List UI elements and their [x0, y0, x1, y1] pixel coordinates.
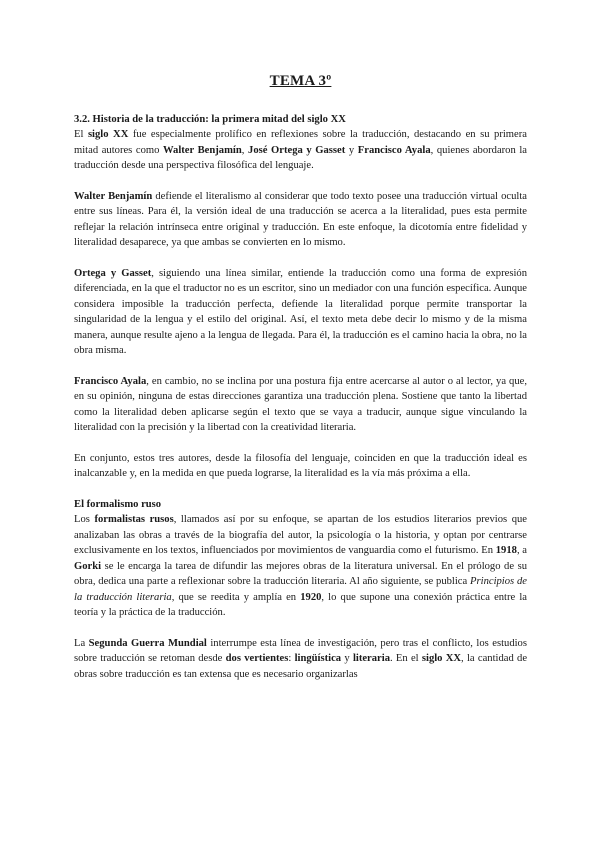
section-heading-historia: 3.2. Historia de la traducción: la primera mitad del siglo XX: [74, 114, 346, 125]
paragraph-segunda-guerra: La Segunda Guerra Mundial interrumpe esta línea de investigación, pero tras el conflicto, los estudios sobre traducción se retoman desde dos vertientes: lingüística y literaria. En el siglo XX, la cantidad de obras sobre traducción es tan extensa que es necesario organizarlas: [74, 637, 528, 680]
paragraph-intro: El siglo XX fue especialmente prolífico en reflexiones sobre la traducción, destacando en su primera mitad autores como Walter Benjamín, José Ortega y Gasset y Francisco Ayala, quienes abordaron la traducción desde una perspectiva filosófica del lenguaje.: [74, 129, 528, 172]
paragraph-ortega: Ortega y Gasset, siguiendo una línea similar, entiende la traducción como una forma de expresión diferenciada, en la que el traductor no es un escritor, sino un mediador con una función específica. Aunque considera imposible la traducción perfecta, defiende la literalidad porque permite transportar la singularidad de la lengua y el estilo del original. Así, el texto meta debe decir lo mismo y de la misma manera, aunque resulte ajeno a la lengua de llegada. Para él, la traducción es el camino hacia la obra, no la obra misma.: [74, 268, 527, 357]
page-title: TEMA 3º: [269, 73, 332, 89]
paragraph-conjunto: En conjunto, estos tres autores, desde la filosofía del lenguaje, coinciden en que la traducción ideal es inalcanzable y, en la medida en que pueda lograrse, la literalidad es la vía más próxima a ella.: [74, 452, 527, 480]
paragraph-benjamin: Walter Benjamín defiende el literalismo al considerar que todo texto posee una traducción virtual oculta entre sus líneas. Para él, la versión ideal de una traducción se acerca a la literalidad, pues esta permite reflejar la relación intrínseca entre original y traducción. En este enfoque, la dicotomía entre fidelidad y literalidad desaparece, ya que ambas se convierten en lo mismo.: [74, 191, 527, 249]
paragraph-ayala: Francisco Ayala, en cambio, no se inclina por una postura fija entre acercarse al autor o al lector, ya que, en su opinión, ninguna de estas direcciones garantiza una traducción plena. Sostiene que tanto la libertad como la literalidad deben aplicarse según el texto que se vaya a traducir, aunque sigue vinculando la literalidad con la precisión y la libertad con la creatividad literaria.: [74, 375, 527, 434]
paragraph-formalistas: Los formalistas rusos, llamados así por su enfoque, se apartan de los estudios literarios previos que analizaban las obras a través de la biografía del autor, la psicología o la historia, y optan por centrarse exclusivamente en los textos, influenciados por movimientos de vanguardia como el futurismo. En 1918, a Gorki se le encarga la tarea de difundir las mejores obras de la literatura universal. En el prólogo de su obra, dedica una parte a reflexionar sobre la traducción literaria. Al año siguiente, se publica Principios de la traducción literaria, que se reedita y amplía en 1920, lo que supone una conexión práctica entre la teoría y la práctica de la traducción.: [74, 514, 527, 618]
section-heading-formalismo: El formalismo ruso: [74, 499, 162, 511]
